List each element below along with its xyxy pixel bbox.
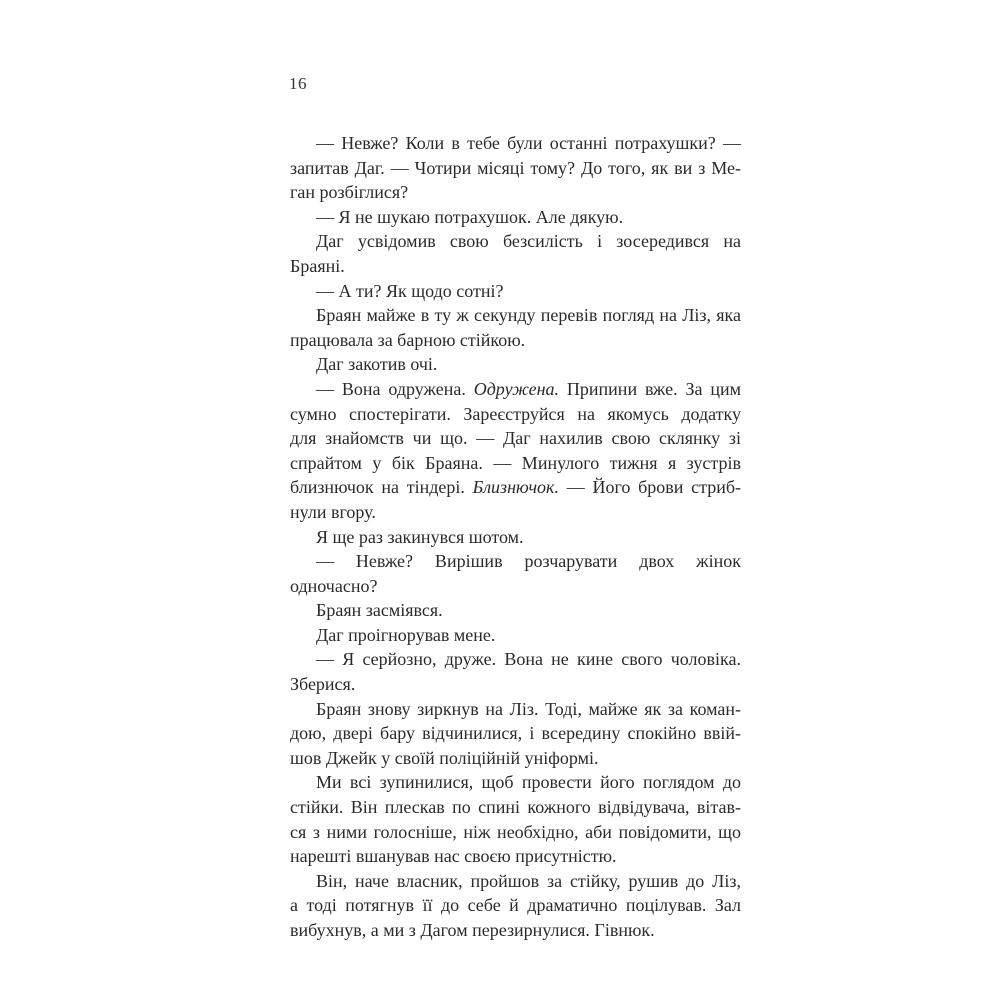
text-segment: ган розбіглися?: [290, 182, 409, 203]
paragraph: [290, 697, 741, 771]
text-line: [290, 205, 741, 230]
paragraph: [290, 598, 741, 623]
text-line: [290, 672, 741, 697]
text-line: [290, 770, 741, 795]
text-line: [290, 279, 741, 304]
text-line: [290, 549, 741, 598]
text-line: [290, 598, 741, 623]
text-line: [290, 377, 741, 402]
text-line: [290, 303, 741, 328]
text-line: [290, 229, 741, 278]
paragraph: [290, 377, 741, 525]
paragraph: [290, 549, 741, 598]
text-segment: Даг усвідомив свою безсилість і зосередився на Браяні.: [290, 231, 741, 276]
text-line: [290, 180, 741, 205]
text-line: [290, 623, 741, 648]
text-line: [290, 918, 741, 943]
text-segment: Браян засміявся.: [316, 600, 443, 621]
text-line: [290, 869, 741, 894]
text-line: [290, 475, 741, 500]
paragraph: [290, 525, 741, 550]
paragraph: [290, 647, 741, 696]
text-segment: сумно спостерігати. Зареєструйся на якомусь додатку: [290, 403, 741, 424]
emphasized-text: Близнючок.: [472, 477, 559, 498]
text-segment: Даг закотив очі.: [316, 354, 438, 375]
text-segment: — Я не шукаю потрахушок. Але дякую.: [316, 206, 624, 227]
paragraph: [290, 131, 741, 205]
text-line: [290, 328, 741, 353]
text-segment: ся з ними голосніше, ніж необхідно, аби повідомити, що: [290, 821, 741, 842]
text-line: [290, 131, 741, 156]
text-segment: нарешті вшанував нас своєю присутністю.: [290, 846, 617, 867]
text-line: [290, 746, 741, 771]
text-segment: — Вона одружена.: [316, 378, 474, 399]
text-segment: спрайтом у бік Браяна. — Минулого тижня я зустрів: [290, 452, 741, 473]
text-line: [290, 500, 741, 525]
text-segment: Браян знову зиркнув на Ліз. Тоді, майже як за коман-: [316, 698, 741, 719]
text-segment: Зберися.: [290, 674, 356, 695]
text-line: [290, 156, 741, 181]
paragraph: [290, 770, 741, 868]
text-line: [290, 893, 741, 918]
text-line: [290, 721, 741, 746]
text-line: [290, 795, 741, 820]
text-segment: Ми всі зупинилися, щоб провести його поглядом до: [316, 772, 741, 793]
text-segment: нули вгору.: [290, 501, 376, 522]
text-segment: Він, наче власник, пройшов за стійку, рушив до Ліз,: [316, 870, 741, 891]
page-number: 16: [289, 74, 307, 93]
text-line: [290, 820, 741, 845]
paragraph: [290, 869, 741, 943]
page-text: [290, 131, 741, 943]
paragraph: [290, 279, 741, 304]
paragraph: [290, 623, 741, 648]
text-segment: — Я серйозно, друже. Вона не кине свого чоловіка.: [316, 649, 741, 670]
text-line: [290, 451, 741, 476]
text-segment: близнючок на тіндері.: [290, 477, 473, 498]
text-line: [290, 697, 741, 722]
text-line: [290, 525, 741, 550]
text-segment: — А ти? Як щодо сотні?: [316, 280, 504, 301]
text-segment: — Невже? Коли в тебе були останні потрахушки? —: [316, 133, 741, 153]
text-line: [290, 647, 741, 672]
text-segment: — Невже? Вирішив розчарувати двох жінок одночасно?: [290, 551, 741, 596]
text-segment: стійки. Він плескав по спині кожного відвідувача, вітав-: [290, 797, 741, 818]
paragraph: [290, 352, 741, 377]
text-segment: — Його брови стриб-: [558, 477, 741, 498]
text-segment: Припини вже. За цим: [559, 378, 741, 399]
text-segment: дою, двері бару відчинилися, і всередину спокійно ввій-: [290, 723, 741, 744]
text-segment: шов Джейк у своїй поліційній уніформі.: [290, 747, 599, 768]
paragraph: [290, 303, 741, 352]
text-line: [290, 426, 741, 451]
text-segment: запитав Даг. — Чотири місяці тому? До того, як ви з Ме-: [290, 157, 741, 178]
text-segment: Я ще раз закинувся шотом.: [316, 526, 524, 547]
text-segment: для знайомств чи що. — Даг нахилив свою склянку зі: [290, 428, 741, 449]
text-line: [290, 844, 741, 869]
text-line: [290, 352, 741, 377]
text-segment: вибухнув, а ми з Дагом перезирнулися. Гівнюк.: [290, 920, 655, 940]
text-segment: Даг проігнорував мене.: [316, 624, 496, 645]
emphasized-text: Одружена.: [473, 378, 560, 399]
paragraph: [290, 205, 741, 230]
paragraph: [290, 229, 741, 278]
text-segment: Браян майже в ту ж секунду перевів погляд на Ліз, яка: [316, 305, 741, 326]
text-line: [290, 402, 741, 427]
text-segment: а тоді потягнув її до себе й драматично поцілував. Зал: [290, 895, 741, 916]
text-segment: працювала за барною стійкою.: [290, 329, 526, 350]
